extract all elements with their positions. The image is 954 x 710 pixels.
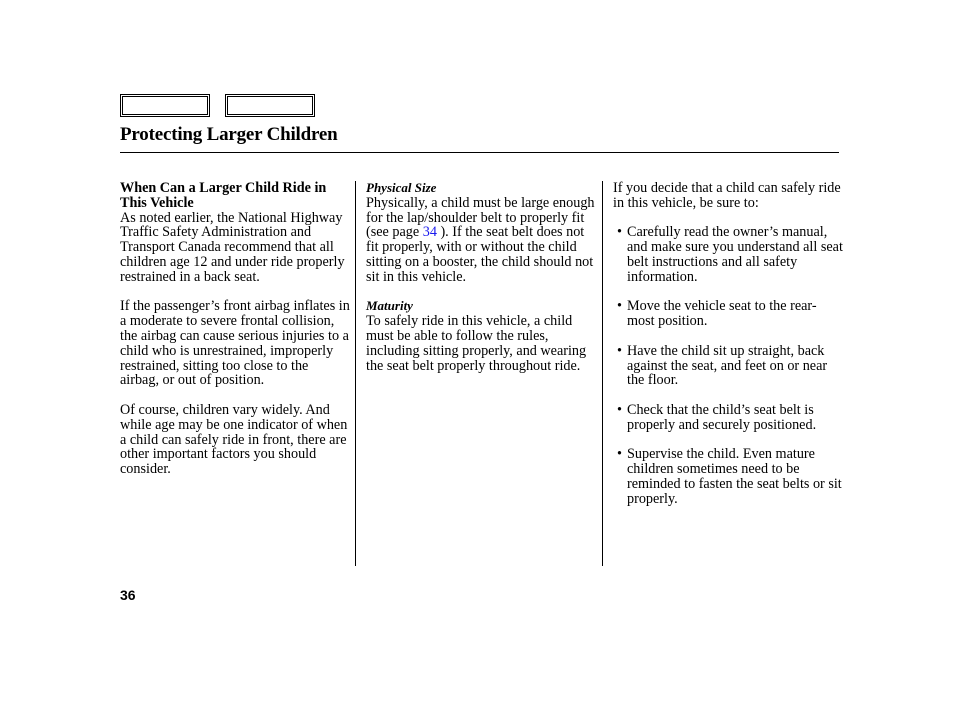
page-link-34[interactable]: 34 [422, 224, 437, 241]
page-title: Protecting Larger Children [120, 124, 338, 145]
paragraph: Of course, children vary widely. And while age may be one indicator of when a child can safely ride in front, there are other important factors you should consider. [120, 401, 348, 478]
bullet-icon: • [617, 446, 622, 463]
page-number: 36 [120, 587, 136, 603]
section-heading-physical-size: Physical Size [366, 180, 437, 195]
list-item-text: Check that the child’s seat belt is properly and securely positioned. [627, 401, 817, 433]
column-1 [120, 181, 350, 492]
bullet-icon: • [617, 342, 622, 359]
list-item-text: Carefully read the owner’s manual, and make sure you understand all seat belt instructions and all safety information. [627, 224, 843, 285]
list-item-text: Move the vehicle seat to the rear-most position. [627, 298, 817, 330]
column-3 [613, 181, 843, 521]
paragraph-text: ). If the seat belt does not fit properly, with or without the child sitting on a booster, the child should not sit in this vehicle. [366, 224, 594, 285]
list-item-text: Have the child sit up straight, back against the seat, and feet on or near the floor. [627, 342, 828, 389]
list-item [613, 447, 843, 506]
nav-button-1[interactable] [120, 94, 210, 117]
paragraph: As noted earlier, the National Highway Traffic Safety Administration and Transport Canada recommend that all children age 12 and under ride properly restrained in a back seat. [120, 209, 345, 285]
bullet-icon: • [617, 224, 622, 241]
list-item [613, 299, 843, 329]
list-item [613, 344, 843, 388]
section-heading-larger-child: When Can a Larger Child Ride in This Vehicle [120, 180, 327, 211]
paragraph: To safely ride in this vehicle, a child must be able to follow the rules, including sitting properly, and wearing the seat belt properly throughout ride. [366, 313, 587, 374]
bullet-icon: • [617, 401, 622, 418]
list-item [613, 225, 843, 284]
paragraph: If the passenger’s front airbag inflates in a moderate to severe frontal collision, the airbag can cause serious injuries to a child who is unrestrained, improperly restrained, sitting too close to the airbag, or out of position. [120, 298, 350, 389]
paragraph: If you decide that a child can safely ride in this vehicle, be sure to: [613, 180, 841, 211]
paragraph-text: Physically, a child must be large enough for the lap/shoulder belt to properly fit (see page [366, 194, 595, 241]
list-item [613, 403, 843, 433]
title-rule [120, 152, 839, 153]
section-heading-maturity: Maturity [366, 298, 413, 314]
column-divider-2 [602, 181, 603, 566]
nav-button-2[interactable] [225, 94, 315, 117]
column-2 [366, 181, 598, 388]
list-item-text: Supervise the child. Even mature children sometimes need to be reminded to fasten the seat belts or sit properly. [627, 446, 842, 507]
column-divider-1 [355, 181, 356, 566]
bullet-icon: • [617, 298, 622, 315]
checklist [613, 225, 843, 506]
